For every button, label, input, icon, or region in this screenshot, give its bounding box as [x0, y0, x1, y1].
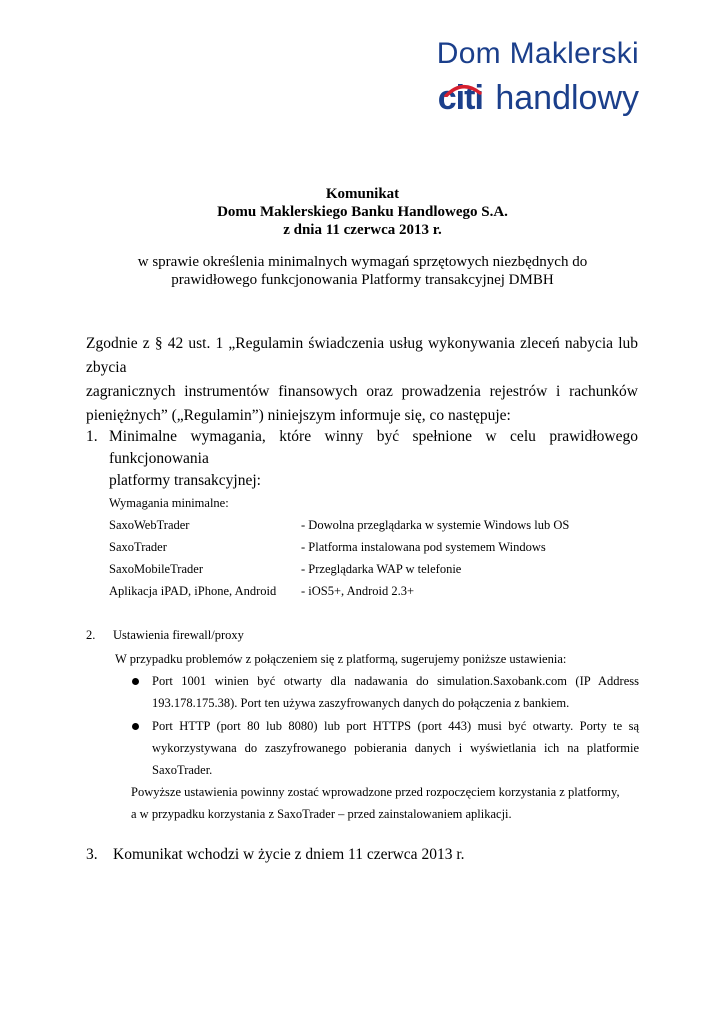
doc-title-line-2: Domu Maklerskiego Banku Handlowego S.A. — [217, 204, 508, 220]
section-3-number: 3. — [86, 846, 98, 863]
intro-line-3: pieniężnych” („Regulamin”) niniejszym informuje się, co następuje: — [86, 407, 511, 424]
bullet-dot-icon — [132, 723, 139, 730]
section-1-line-2: platformy transakcyjnej: — [109, 472, 261, 489]
section-1-text — [109, 426, 638, 492]
section-2-title: Ustawienia firewall/proxy — [113, 628, 244, 642]
citi-arc-icon — [436, 83, 484, 97]
requirement-desc: - Dowolna przeglądarka w systemie Windows lub OS — [301, 518, 570, 532]
doc-subject-line-1: w sprawie określenia minimalnych wymagań sprzętowych niezbędnych do — [137, 254, 588, 270]
section-1-line-1: Minimalne wymagania, które winny być spełnione w celu prawidłowego funkcjonowania — [109, 428, 638, 467]
requirement-name: Aplikacja iPAD, iPhone, Android — [109, 584, 277, 598]
logo-line-1: Dom Maklerski — [436, 37, 639, 70]
requirement-name: SaxoWebTrader — [109, 518, 190, 532]
requirement-name: SaxoMobileTrader — [109, 562, 203, 576]
bullet-item-1 — [152, 670, 639, 714]
bullet-2-line-2: wykorzystywana do zaszyfrowanego pobierania danych i wyświetlania ich na platformie — [152, 741, 639, 755]
section-2-intro: W przypadku problemów z połączeniem się z platformą, sugerujemy poniższe ustawienia: — [115, 652, 567, 666]
bullet-dot-icon — [132, 678, 139, 685]
doc-title-line-1: Komunikat — [325, 186, 400, 202]
logo-line-2 — [437, 76, 639, 120]
requirement-name: SaxoTrader — [109, 540, 167, 554]
bullet-1-line-1: Port 1001 winien być otwarty dla nadawania do simulation.Saxobank.com (IP Address — [152, 674, 639, 688]
section-3-text: Komunikat wchodzi w życie z dniem 11 czerwca 2013 r. — [113, 846, 465, 863]
doc-title-line-3: z dnia 11 czerwca 2013 r. — [283, 222, 442, 238]
requirement-desc: - Platforma instalowana pod systemem Windows — [301, 540, 546, 554]
section-1-number: 1. — [86, 428, 98, 445]
requirement-desc: - Przeglądarka WAP w telefonie — [301, 562, 462, 576]
intro-line-2: zagranicznych instrumentów finansowych oraz prowadzenia rejestrów i rachunków — [86, 383, 638, 400]
citi-brand-text: citi — [437, 79, 483, 117]
requirement-desc: - iOS5+, Android 2.3+ — [301, 584, 415, 598]
note-line-2: a w przypadku korzystania z SaxoTrader – przed zainstalowaniem aplikacji. — [131, 807, 512, 821]
bullet-item-2 — [152, 715, 639, 781]
logo-handlowy-text: handlowy — [495, 79, 639, 117]
requirements-heading: Wymagania minimalne: — [109, 496, 229, 510]
section-2-heading — [86, 628, 244, 643]
bullet-1-line-2: 193.178.175.38). Port ten używa zaszyfrowanych danych do połączenia z bankiem. — [152, 696, 570, 710]
intro-paragraph — [86, 332, 638, 428]
bullet-2-line-3: SaxoTrader. — [152, 763, 213, 777]
note-line-1: Powyższe ustawienia powinny zostać wprowadzone przed rozpoczęciem korzystania z platformy, — [131, 785, 620, 799]
citi-brand-mark — [438, 79, 492, 117]
intro-line-1: Zgodnie z § 42 ust. 1 „Regulamin świadczenia usług wykonywania zleceń nabycia lub zbycia — [86, 335, 638, 376]
section-1 — [86, 426, 638, 492]
doc-subject-line-2: prawidłowego funkcjonowania Platformy transakcyjnej DMBH — [171, 272, 554, 288]
bullet-2-line-1: Port HTTP (port 80 lub 8080) lub port HTTPS (port 443) musi być otwarty. Porty te są — [152, 719, 639, 733]
section-2-note — [131, 781, 639, 825]
company-logo — [437, 36, 639, 120]
section-2-number: 2. — [86, 628, 96, 642]
section-3 — [86, 846, 465, 864]
